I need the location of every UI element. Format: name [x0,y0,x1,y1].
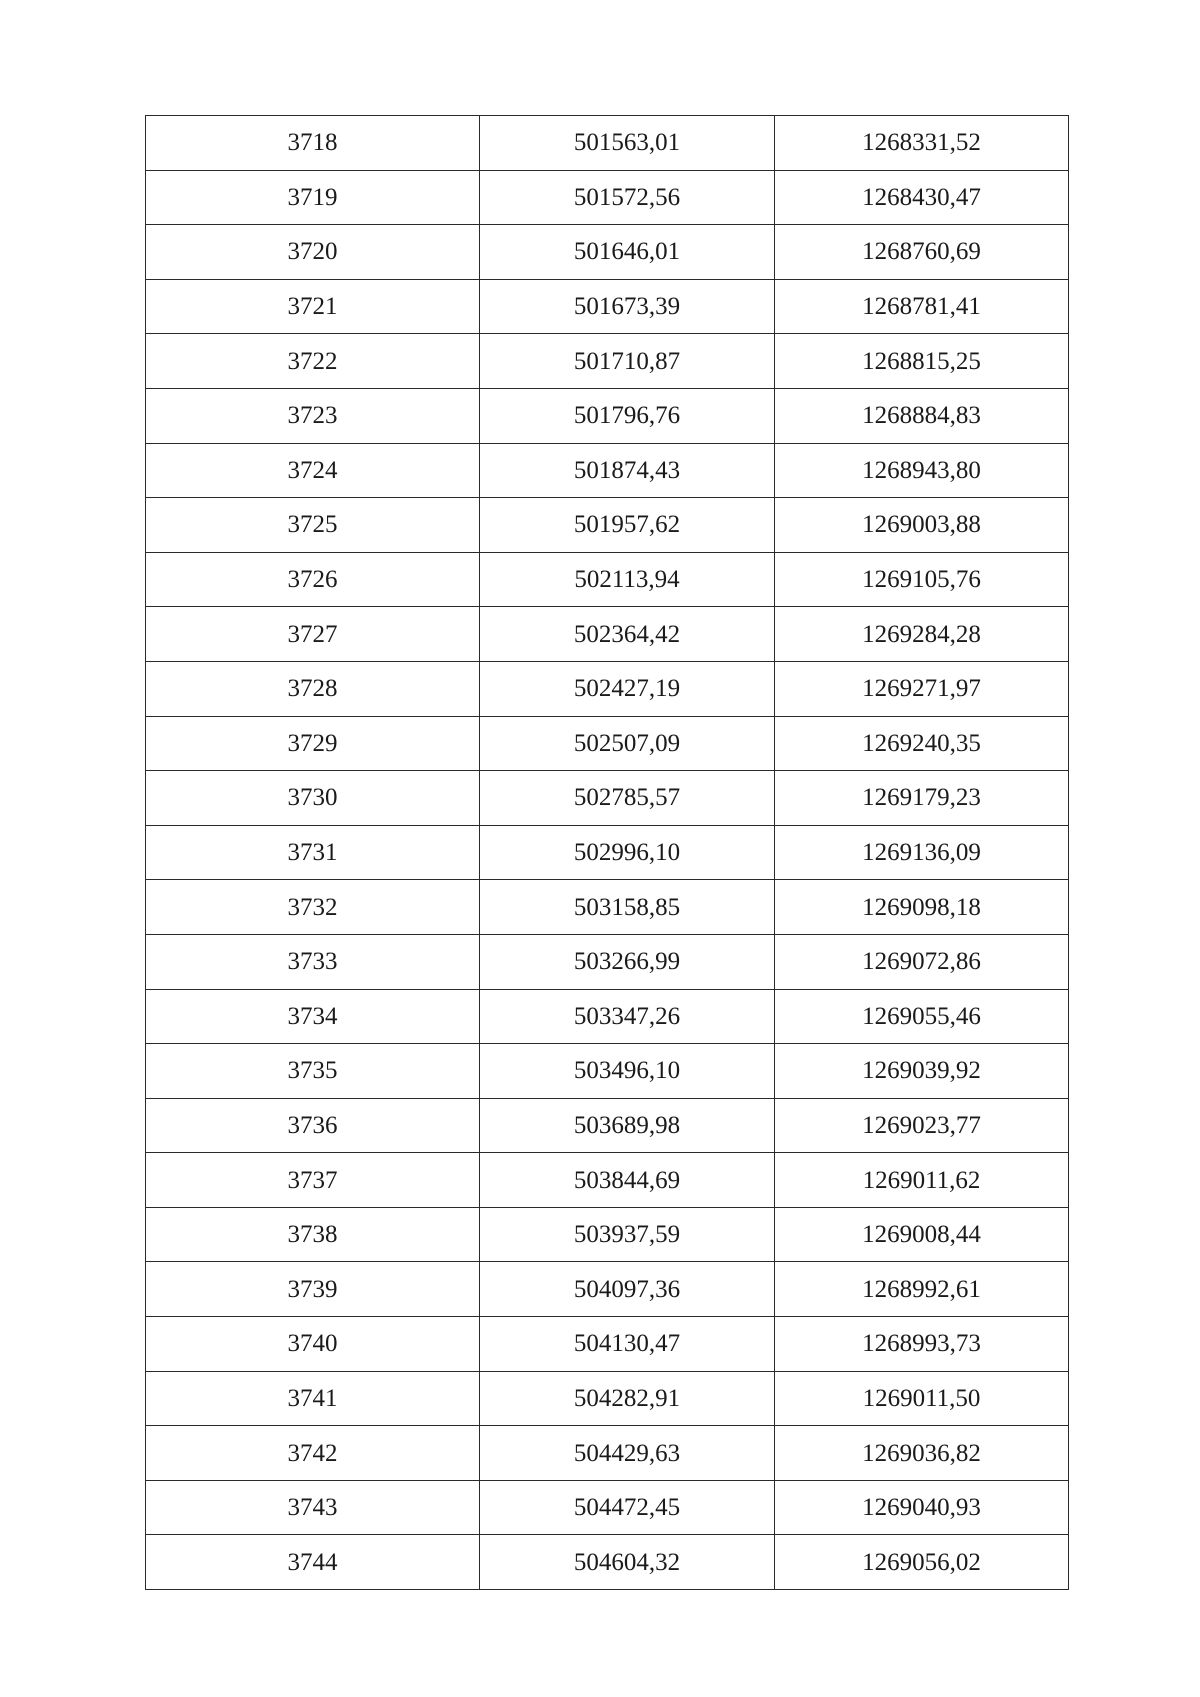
y-coordinate-cell: 1269105,76 [775,552,1069,607]
y-coordinate-cell: 1269056,02 [775,1535,1069,1590]
table-row [146,225,1069,280]
point-number-cell: 3725 [146,498,480,553]
point-number-cell: 3722 [146,334,480,389]
table-row [146,443,1069,498]
table-row [146,1207,1069,1262]
x-coordinate-cell: 501572,56 [480,170,775,225]
point-number-cell: 3724 [146,443,480,498]
y-coordinate-cell: 1269055,46 [775,989,1069,1044]
table-row [146,1317,1069,1372]
point-number-cell: 3729 [146,716,480,771]
y-coordinate-cell: 1268993,73 [775,1317,1069,1372]
x-coordinate-cell: 501710,87 [480,334,775,389]
table-row [146,1480,1069,1535]
y-coordinate-cell: 1268815,25 [775,334,1069,389]
x-coordinate-cell: 504604,32 [480,1535,775,1590]
x-coordinate-cell: 503496,10 [480,1044,775,1099]
point-number-cell: 3736 [146,1098,480,1153]
table-row [146,170,1069,225]
y-coordinate-cell: 1268884,83 [775,388,1069,443]
point-number-cell: 3743 [146,1480,480,1535]
point-number-cell: 3731 [146,825,480,880]
x-coordinate-cell: 502427,19 [480,661,775,716]
point-number-cell: 3735 [146,1044,480,1099]
x-coordinate-cell: 503689,98 [480,1098,775,1153]
point-number-cell: 3728 [146,661,480,716]
point-number-cell: 3719 [146,170,480,225]
point-number-cell: 3744 [146,1535,480,1590]
y-coordinate-cell: 1269072,86 [775,934,1069,989]
coordinates-table [145,115,1069,1590]
y-coordinate-cell: 1269008,44 [775,1207,1069,1262]
table-row [146,825,1069,880]
point-number-cell: 3720 [146,225,480,280]
x-coordinate-cell: 504282,91 [480,1371,775,1426]
y-coordinate-cell: 1268781,41 [775,279,1069,334]
table-row [146,552,1069,607]
table-row [146,1098,1069,1153]
y-coordinate-cell: 1269136,09 [775,825,1069,880]
table-row [146,661,1069,716]
x-coordinate-cell: 504472,45 [480,1480,775,1535]
y-coordinate-cell: 1269011,50 [775,1371,1069,1426]
x-coordinate-cell: 502507,09 [480,716,775,771]
point-number-cell: 3732 [146,880,480,935]
table-row [146,1262,1069,1317]
x-coordinate-cell: 502113,94 [480,552,775,607]
table-row [146,1535,1069,1590]
x-coordinate-cell: 501957,62 [480,498,775,553]
y-coordinate-cell: 1269284,28 [775,607,1069,662]
y-coordinate-cell: 1269098,18 [775,880,1069,935]
y-coordinate-cell: 1269039,92 [775,1044,1069,1099]
table-row [146,607,1069,662]
x-coordinate-cell: 504130,47 [480,1317,775,1372]
point-number-cell: 3718 [146,116,480,171]
table-row [146,934,1069,989]
x-coordinate-cell: 503266,99 [480,934,775,989]
table-row [146,116,1069,171]
point-number-cell: 3727 [146,607,480,662]
y-coordinate-cell: 1269240,35 [775,716,1069,771]
y-coordinate-cell: 1269023,77 [775,1098,1069,1153]
y-coordinate-cell: 1268331,52 [775,116,1069,171]
x-coordinate-cell: 502996,10 [480,825,775,880]
y-coordinate-cell: 1269271,97 [775,661,1069,716]
point-number-cell: 3726 [146,552,480,607]
x-coordinate-cell: 504429,63 [480,1426,775,1481]
y-coordinate-cell: 1269179,23 [775,771,1069,826]
table-row [146,388,1069,443]
point-number-cell: 3737 [146,1153,480,1208]
point-number-cell: 3740 [146,1317,480,1372]
y-coordinate-cell: 1269036,82 [775,1426,1069,1481]
table-row [146,716,1069,771]
x-coordinate-cell: 503937,59 [480,1207,775,1262]
table-row [146,1044,1069,1099]
point-number-cell: 3734 [146,989,480,1044]
table-row [146,880,1069,935]
point-number-cell: 3739 [146,1262,480,1317]
table-row [146,771,1069,826]
x-coordinate-cell: 501673,39 [480,279,775,334]
y-coordinate-cell: 1269011,62 [775,1153,1069,1208]
x-coordinate-cell: 501563,01 [480,116,775,171]
x-coordinate-cell: 503158,85 [480,880,775,935]
y-coordinate-cell: 1269003,88 [775,498,1069,553]
y-coordinate-cell: 1268943,80 [775,443,1069,498]
point-number-cell: 3742 [146,1426,480,1481]
x-coordinate-cell: 501796,76 [480,388,775,443]
point-number-cell: 3730 [146,771,480,826]
y-coordinate-cell: 1269040,93 [775,1480,1069,1535]
table-row [146,279,1069,334]
y-coordinate-cell: 1268992,61 [775,1262,1069,1317]
point-number-cell: 3733 [146,934,480,989]
coordinates-table-body [146,116,1069,1590]
x-coordinate-cell: 502364,42 [480,607,775,662]
x-coordinate-cell: 503347,26 [480,989,775,1044]
point-number-cell: 3721 [146,279,480,334]
table-row [146,1153,1069,1208]
y-coordinate-cell: 1268760,69 [775,225,1069,280]
table-row [146,1371,1069,1426]
x-coordinate-cell: 503844,69 [480,1153,775,1208]
x-coordinate-cell: 502785,57 [480,771,775,826]
point-number-cell: 3723 [146,388,480,443]
x-coordinate-cell: 504097,36 [480,1262,775,1317]
table-row [146,334,1069,389]
table-row [146,989,1069,1044]
table-row [146,498,1069,553]
y-coordinate-cell: 1268430,47 [775,170,1069,225]
point-number-cell: 3741 [146,1371,480,1426]
point-number-cell: 3738 [146,1207,480,1262]
x-coordinate-cell: 501646,01 [480,225,775,280]
x-coordinate-cell: 501874,43 [480,443,775,498]
table-row [146,1426,1069,1481]
